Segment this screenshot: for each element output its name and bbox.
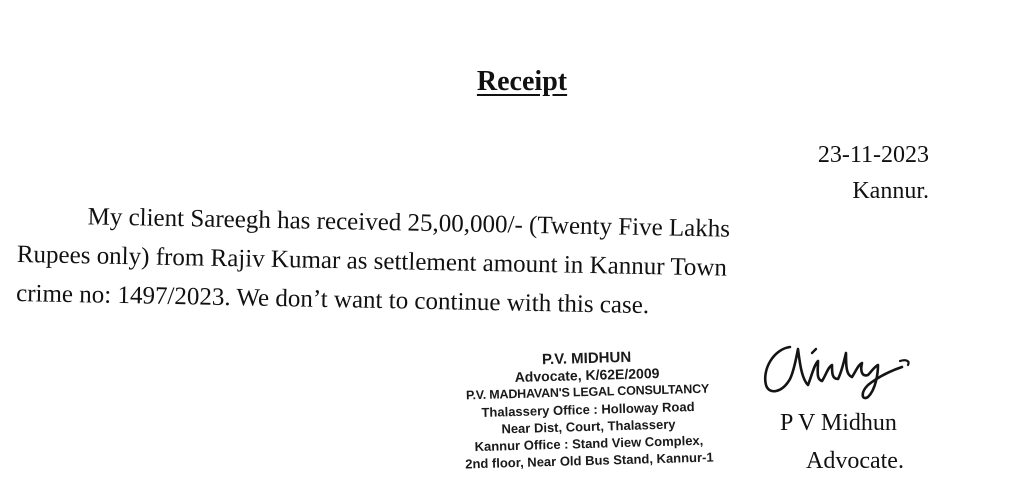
body-line: Rupees only) from Rajiv Kumar as settlement amount in Kannur Town [16, 240, 728, 282]
stamp-line: Advocate, K/62E/2009 [514, 364, 660, 386]
signatory-role: Advocate. [806, 448, 904, 474]
stamp-line: Near Dist, Court, Thalassery [501, 416, 676, 437]
body-line: My client Sareegh has received 25,00,000/- (Twenty Five Lakhs [87, 203, 731, 243]
stamp-line: P.V. MADHAVAN'S LEGAL CONSULTANCY [465, 381, 710, 403]
signatory-name: P V Midhun [780, 410, 897, 436]
receipt-body [16, 196, 918, 330]
handwritten-signature [752, 335, 932, 405]
receipt-date: 23-11-2023 [817, 142, 929, 168]
body-line: crime no: 1497/2023. We don’t want to continue with this case. [15, 279, 650, 320]
stamp-line: 2nd floor, Near Old Bus Stand, Kannur-1 [465, 449, 714, 472]
page-title: Receipt [476, 66, 568, 97]
receipt-place: Kannur. [852, 178, 929, 204]
advocate-stamp [426, 346, 749, 474]
stamp-line: P.V. MIDHUN [541, 348, 632, 369]
stamp-line: Kannur Office : Stand View Complex, [474, 432, 704, 455]
stamp-line: Thalassery Office : Holloway Road [481, 399, 695, 420]
